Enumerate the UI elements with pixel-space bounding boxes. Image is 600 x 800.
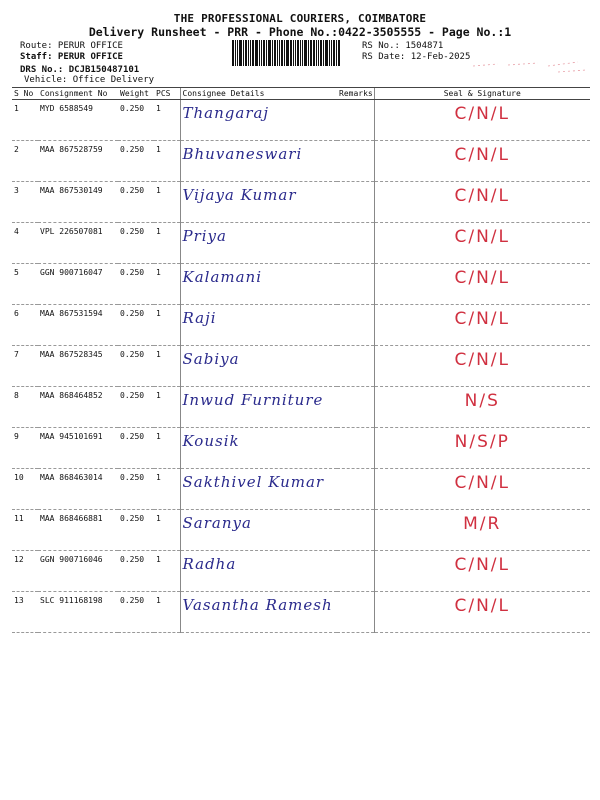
cell-seal-handwritten: C/N/L (374, 592, 590, 633)
cell-seal-handwritten: M/R (374, 510, 590, 551)
cell-weight: 0.250 (118, 264, 154, 305)
cell-seal-handwritten: N/S/P (374, 428, 590, 469)
cell-pcs: 1 (154, 264, 180, 305)
cell-weight: 0.250 (118, 551, 154, 592)
cell-remarks (337, 510, 374, 551)
cell-weight: 0.250 (118, 223, 154, 264)
cell-weight: 0.250 (118, 469, 154, 510)
cell-weight: 0.250 (118, 182, 154, 223)
table-row (12, 264, 590, 305)
cell-pcs: 1 (154, 551, 180, 592)
header-consignment: Consignment No (38, 88, 118, 100)
header-consignee: Consignee Details (180, 88, 337, 100)
cell-pcs: 1 (154, 305, 180, 346)
cell-consignment: MAA 867528345 (38, 346, 118, 387)
cell-remarks (337, 592, 374, 633)
cell-weight: 0.250 (118, 346, 154, 387)
cell-sno: 6 (12, 305, 38, 346)
cell-consignment: MAA 868466881 (38, 510, 118, 551)
cell-remarks (337, 182, 374, 223)
cell-seal-handwritten: C/N/L (374, 264, 590, 305)
cell-weight: 0.250 (118, 387, 154, 428)
cell-remarks (337, 551, 374, 592)
cell-remarks (337, 428, 374, 469)
cell-remarks (337, 387, 374, 428)
cell-pcs: 1 (154, 592, 180, 633)
cell-remarks (337, 264, 374, 305)
cell-weight: 0.250 (118, 428, 154, 469)
cell-consignee-handwritten: Radha (180, 551, 337, 592)
cell-consignee-handwritten: Vasantha Ramesh (180, 592, 337, 633)
route-label: Route: PERUR OFFICE (20, 41, 123, 51)
cell-sno: 3 (12, 182, 38, 223)
header-pcs: PCS (154, 88, 180, 100)
cell-weight: 0.250 (118, 305, 154, 346)
barcode-image (232, 40, 354, 66)
vehicle-label: Vehicle: Office Delivery (24, 75, 155, 85)
cell-sno: 9 (12, 428, 38, 469)
cell-consignment: MAA 867530149 (38, 182, 118, 223)
cell-consignee-handwritten: Kousik (180, 428, 337, 469)
runsheet-subtitle: Delivery Runsheet - PRR - Phone No.:0422-3505555 - Page No.:1 (88, 25, 512, 39)
cell-consignee-handwritten: Raji (180, 305, 337, 346)
cell-consignee-handwritten: Inwud Furniture (180, 387, 337, 428)
staff-label: Staff: PERUR OFFICE (20, 52, 123, 62)
cell-consignment: MAA 868464852 (38, 387, 118, 428)
cell-remarks (337, 141, 374, 182)
drs-number: DRS No.: DCJB150487101 (20, 65, 140, 75)
rs-date: RS Date: 12-Feb-2025 (362, 52, 471, 62)
cell-seal-handwritten: C/N/L (374, 182, 590, 223)
cell-weight: 0.250 (118, 141, 154, 182)
cell-seal-handwritten: C/N/L (374, 141, 590, 182)
header-seal: Seal & Signature (374, 88, 590, 100)
cell-seal-handwritten: C/N/L (374, 100, 590, 141)
table-row (12, 182, 590, 223)
cell-consignee-handwritten: Thangaraj (180, 100, 337, 141)
cell-consignee-handwritten: Saranya (180, 510, 337, 551)
cell-sno: 2 (12, 141, 38, 182)
cell-pcs: 1 (154, 510, 180, 551)
cell-seal-handwritten: N/S (374, 387, 590, 428)
cell-remarks (337, 469, 374, 510)
table-row (12, 223, 590, 264)
cell-sno: 12 (12, 551, 38, 592)
cell-weight: 0.250 (118, 510, 154, 551)
cell-consignee-handwritten: Vijaya Kumar (180, 182, 337, 223)
table-row (12, 469, 590, 510)
cell-consignee-handwritten: Kalamani (180, 264, 337, 305)
cell-seal-handwritten: C/N/L (374, 305, 590, 346)
table-row (12, 387, 590, 428)
cell-sno: 1 (12, 100, 38, 141)
table-row (12, 428, 590, 469)
cell-consignment: MAA 868463014 (38, 469, 118, 510)
cell-sno: 13 (12, 592, 38, 633)
cell-pcs: 1 (154, 428, 180, 469)
cell-seal-handwritten: C/N/L (374, 469, 590, 510)
cell-remarks (337, 346, 374, 387)
cell-consignee-handwritten: Sabiya (180, 346, 337, 387)
table-row (12, 510, 590, 551)
cell-pcs: 1 (154, 223, 180, 264)
cell-sno: 5 (12, 264, 38, 305)
cell-seal-handwritten: C/N/L (374, 223, 590, 264)
cell-consignee-handwritten: Sakthivel Kumar (180, 469, 337, 510)
cell-consignment: MAA 945101691 (38, 428, 118, 469)
rs-number: RS No.: 1504871 (362, 41, 444, 51)
cell-pcs: 1 (154, 346, 180, 387)
cell-consignment: SLC 911168198 (38, 592, 118, 633)
cell-consignee-handwritten: Priya (180, 223, 337, 264)
cell-consignment: VPL 226507081 (38, 223, 118, 264)
runsheet-table (12, 87, 590, 633)
table-row (12, 592, 590, 633)
table-row (12, 100, 590, 141)
cell-sno: 10 (12, 469, 38, 510)
cell-weight: 0.250 (118, 592, 154, 633)
cell-remarks (337, 223, 374, 264)
table-row (12, 346, 590, 387)
cell-consignment: MAA 867528759 (38, 141, 118, 182)
faint-stamp-marks (468, 60, 588, 78)
table-row (12, 141, 590, 182)
cell-consignment: GGN 900716047 (38, 264, 118, 305)
header-remarks: Remarks (339, 89, 373, 98)
cell-pcs: 1 (154, 469, 180, 510)
header-weight: Weight (118, 88, 154, 100)
cell-consignee-handwritten: Bhuvaneswari (180, 141, 337, 182)
cell-seal-handwritten: C/N/L (374, 346, 590, 387)
cell-seal-handwritten: C/N/L (374, 551, 590, 592)
company-title: THE PROFESSIONAL COURIERS, COIMBATORE (173, 12, 427, 25)
cell-sno: 4 (12, 223, 38, 264)
table-header-row (12, 88, 590, 100)
table-row (12, 551, 590, 592)
cell-pcs: 1 (154, 141, 180, 182)
cell-sno: 7 (12, 346, 38, 387)
cell-consignment: MAA 867531594 (38, 305, 118, 346)
header-sno: S No (12, 88, 38, 100)
cell-remarks (337, 305, 374, 346)
cell-consignment: GGN 900716046 (38, 551, 118, 592)
cell-remarks (337, 100, 374, 141)
cell-pcs: 1 (154, 100, 180, 141)
cell-consignment: MYD 6588549 (38, 100, 118, 141)
cell-weight: 0.250 (118, 100, 154, 141)
cell-sno: 8 (12, 387, 38, 428)
table-row (12, 305, 590, 346)
cell-pcs: 1 (154, 182, 180, 223)
cell-pcs: 1 (154, 387, 180, 428)
cell-sno: 11 (12, 510, 38, 551)
